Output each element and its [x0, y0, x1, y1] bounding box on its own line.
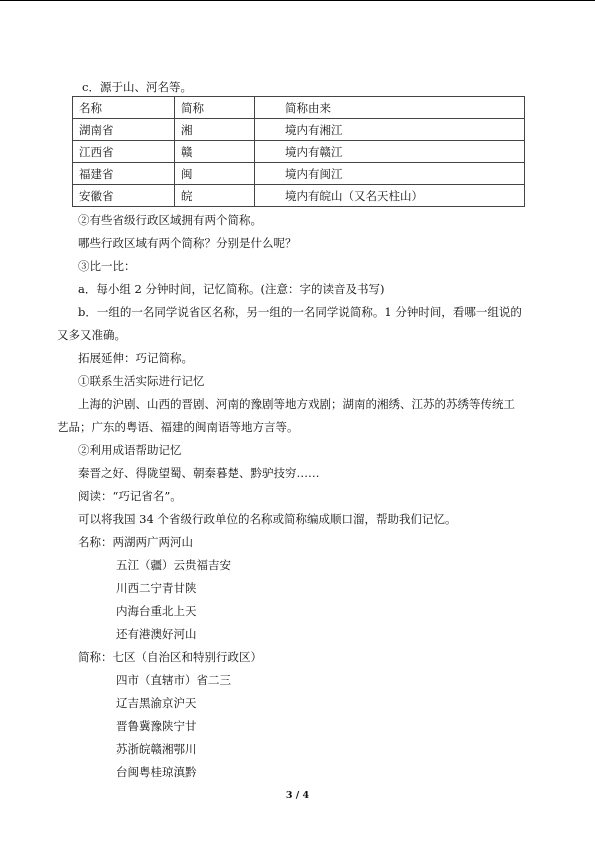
rhyme-line: 五江（疆）云贵福吉安 — [116, 558, 231, 572]
table-cell: 福建省 — [73, 163, 175, 185]
table-header-cell: 简称由来 — [255, 97, 525, 119]
table-header-row — [73, 97, 525, 119]
paragraph-line: a．每小组 2 分钟时间，记忆简称。(注意：字的读音及书写) — [78, 282, 385, 296]
paragraph-line: ②有些省级行政区域拥有两个简称。 — [78, 213, 262, 227]
table-cell: 境内有赣江 — [255, 141, 525, 163]
table-cell: 湖南省 — [73, 119, 175, 141]
table-cell: 江西省 — [73, 141, 175, 163]
rhyme-line: 台闽粤桂琼滇黔 — [116, 765, 197, 779]
paragraph-line: 哪些行政区域有两个简称？分别是什么呢？ — [78, 236, 297, 250]
table-header-cell: 简称 — [175, 97, 255, 119]
rhyme-line: 川西二宁青甘陕 — [116, 581, 197, 595]
table-cell: 闽 — [175, 163, 255, 185]
paragraph-line: 秦晋之好、得陇望蜀、朝秦暮楚、黔驴技穷…… — [78, 466, 320, 480]
paragraph-line: 可以将我国 34 个省级行政单位的名称或简称编成顺口溜，帮助我们记忆。 — [78, 512, 457, 526]
abbreviation-table — [72, 96, 525, 207]
rhyme-line: 晋鲁冀豫陕宁甘 — [116, 719, 197, 733]
paragraph-line: 拓展延伸：巧记简称。 — [78, 351, 193, 365]
paragraph-line: b．一组的一名同学说省区名称，另一组的一名同学说简称。1 分钟时间，看哪一组说的 — [78, 305, 522, 319]
paragraph-line: 阅读：“巧记省名”。 — [78, 489, 182, 503]
table-header-cell: 名称 — [73, 97, 175, 119]
table-cell: 境内有湘江 — [255, 119, 525, 141]
table-row — [73, 185, 525, 207]
table-cell: 皖 — [175, 185, 255, 207]
table-row — [73, 163, 525, 185]
rhyme-line: 内海台重北上天 — [116, 604, 197, 618]
paragraph-line: ①联系生活实际进行记忆 — [78, 374, 205, 388]
table-cell: 境内有皖山（又名天柱山） — [255, 185, 525, 207]
rhyme-line: 苏浙皖赣湘鄂川 — [116, 742, 197, 756]
rhyme-line: 辽吉黑渝京沪天 — [116, 696, 197, 710]
table-row — [73, 119, 525, 141]
paragraph-line: 又多又准确。 — [57, 328, 126, 342]
table-cell: 赣 — [175, 141, 255, 163]
rhyme-line: 还有港澳好河山 — [116, 627, 197, 641]
paragraph-line: ③比一比： — [78, 259, 136, 273]
rhyme-line: 名称：两湖两广两河山 — [78, 535, 193, 549]
paragraph-line: ②利用成语帮助记忆 — [78, 443, 182, 457]
page-number: 3 / 4 — [285, 790, 310, 801]
intro-line: c．源于山、河名等。 — [82, 80, 192, 94]
rhyme-line: 简称：七区（自治区和特别行政区） — [78, 650, 262, 664]
paragraph-line: 艺品；广东的粤语、福建的闽南语等地方言等。 — [57, 420, 299, 434]
table-cell: 安徽省 — [73, 185, 175, 207]
paragraph-line: 上海的沪剧、山西的晋剧、河南的豫剧等地方戏剧；湖南的湘绣、江苏的苏绣等传统工 — [78, 397, 515, 411]
table-cell: 境内有闽江 — [255, 163, 525, 185]
table-cell: 湘 — [175, 119, 255, 141]
table-row — [73, 141, 525, 163]
rhyme-line: 四市（直辖市）省二三 — [116, 673, 231, 687]
